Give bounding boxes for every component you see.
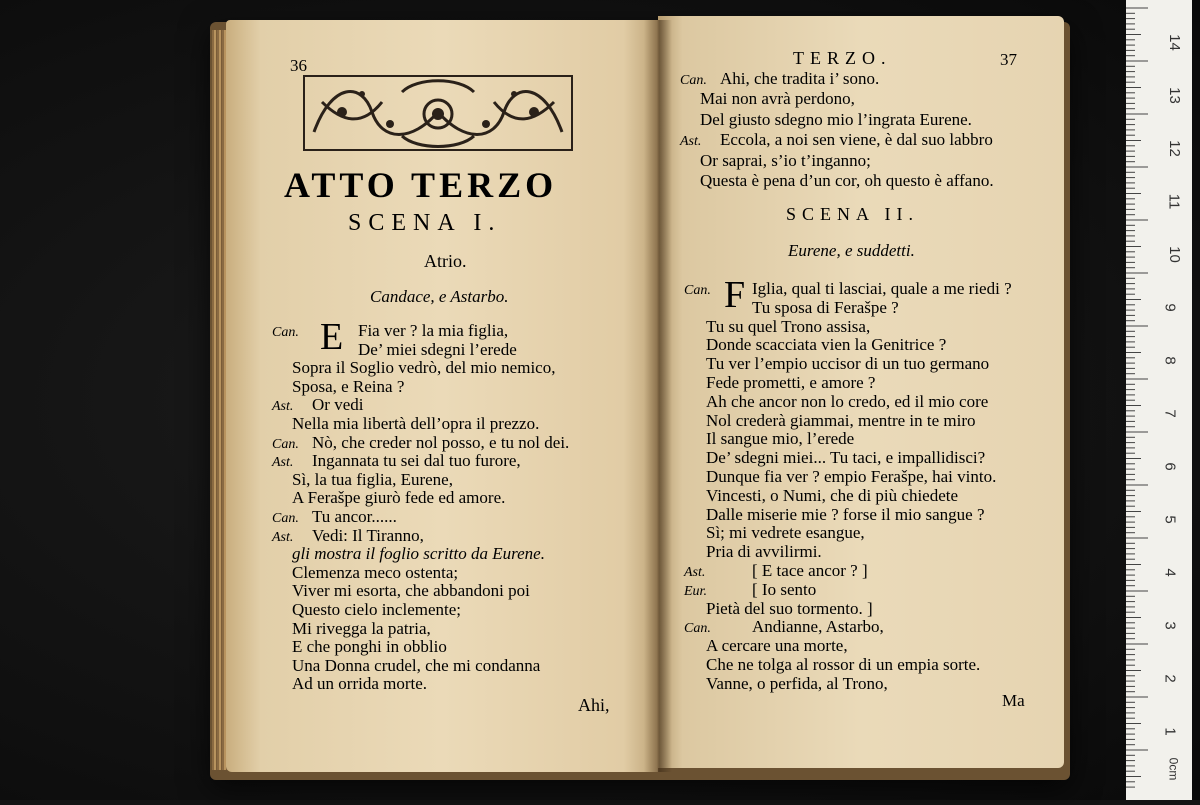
ruler-number: 13: [1165, 87, 1183, 104]
drop-cap: E: [320, 316, 344, 358]
ruler-number: 10: [1165, 246, 1183, 263]
verse-line: Tu sposa di Ferašpe ?: [752, 297, 899, 317]
verse-line: Pietà del suo tormento. ]: [706, 598, 873, 618]
speaker-label: Can.: [272, 436, 299, 452]
verse-line: Sposa, e Reina ?: [292, 376, 405, 396]
catchword-2: Ma: [1002, 691, 1025, 710]
verse-line: Una Donna crudel, che mi condanna: [292, 655, 541, 675]
verse-line: A Ferašpe giurò fede ed amore.: [292, 488, 506, 508]
right-page-number: 37: [1000, 50, 1017, 69]
verse-line: Vanne, o perfida, al Trono,: [706, 673, 888, 693]
speaker-label: Can.: [684, 283, 711, 298]
verse-line: [ E tace ancor ? ]: [752, 561, 868, 580]
verse-line: Vedi: Il Tiranno,: [312, 525, 424, 545]
speaker-label: Can.: [684, 621, 711, 637]
verse-line: [ Io sento: [752, 579, 817, 599]
verse-line: Ingannata tu sei dal tuo furore,: [312, 451, 521, 471]
ornament-headpiece: [302, 72, 574, 154]
verse-line: Fede prometti, e amore ?: [706, 373, 876, 392]
ruler-number: 11: [1165, 193, 1183, 210]
verse-line: Clemenza meco ostenta;: [292, 562, 459, 582]
ruler-number: 5: [1161, 515, 1179, 524]
verse-line: Dunque fia ver ? empio Ferašpe, hai vinto.: [706, 467, 997, 486]
verse-line: Nol crederà giammai, mentre in te miro: [706, 410, 976, 430]
verse-line: Tu su quel Trono assisa,: [706, 316, 871, 336]
speaker-label: Can.: [272, 325, 299, 340]
ruler-number: 14: [1165, 34, 1183, 51]
speaker-label: Can.: [272, 511, 299, 526]
ruler-number: 12: [1165, 140, 1183, 157]
verse-line: Questo cielo inclemente;: [292, 600, 461, 619]
verse-line: Donde scacciata vien la Genitrice ?: [706, 335, 947, 355]
ruler-number: 8: [1161, 356, 1179, 365]
verse-line: Tu ver l’empio uccisor di un tuo germano: [706, 354, 990, 374]
verse-line: gli mostra il foglio scritto da Eurene.: [292, 544, 545, 564]
speaker-label: Ast.: [684, 565, 706, 580]
verse-line: Sì, la tua figlia, Eurene,: [292, 469, 453, 489]
verse-line: Sì; mi vedrete esangue,: [706, 523, 865, 543]
ruler-number: 2: [1161, 674, 1179, 683]
verse-line: Che ne tolga al rossor di un empia sorte.: [706, 655, 981, 674]
drop-cap: F: [724, 274, 746, 316]
verse-line: Vincesti, o Numi, che di più chiedete: [706, 485, 959, 505]
ruler-number: 3: [1161, 621, 1179, 630]
verse-line: Mai non avrà perdono,: [700, 89, 855, 109]
ruler-number: 7: [1161, 409, 1179, 418]
verse-line: Or saprai, s’io t’inganno;: [700, 150, 871, 170]
verse-line: Mi rivegga la patria,: [292, 618, 431, 638]
characters-2: Eurene, e suddetti.: [788, 241, 915, 260]
verse-line: Questa è pena d’un cor, oh questo è affano.: [700, 171, 994, 190]
setting: Atrio.: [424, 251, 467, 271]
speaker-label: Ast.: [272, 455, 294, 471]
ruler-number: 6: [1161, 462, 1179, 471]
ruler-number: 9: [1161, 303, 1179, 312]
verse-line: De’ sdegni miei... Tu taci, e impallidisci?: [706, 448, 986, 468]
left-page-number: 36: [290, 56, 307, 75]
verse-line: Del giusto sdegno mio l’ingrata Eurene.: [700, 109, 972, 129]
speaker-label: Eur.: [684, 583, 707, 599]
verse-line: Sopra il Soglio vedrò, del mio nemico,: [292, 358, 556, 378]
act-title: ATTO TERZO: [284, 165, 558, 205]
verse-line: Eccola, a noi sen viene, è dal suo labbro: [720, 130, 993, 150]
verse-line: Ahi, che tradita i’ sono.: [720, 69, 880, 88]
verse-line: Nella mia libertà dell’opra il prezzo.: [292, 414, 540, 433]
scale-ruler: [1126, 0, 1192, 800]
ruler-unit: 0cm: [1166, 757, 1181, 781]
verse-line: Tu ancor......: [312, 507, 397, 526]
verse-line: Il sangue mio, l’erede: [706, 429, 855, 449]
catchword: Ahi,: [578, 695, 610, 715]
verse-line: Ad un orrida morte.: [292, 674, 428, 694]
verse-line: Or vedi: [312, 395, 364, 415]
verse-line: A cercare una morte,: [706, 636, 848, 656]
ruler-ticks: [1126, 0, 1192, 800]
scene-title-2: SCENA II.: [786, 204, 920, 224]
verse-line: Nò, che creder nol posso, e tu nol dei.: [312, 432, 570, 452]
verse-line: Dalle miserie mie ? forse il mio sangue ?: [706, 504, 985, 524]
verse-line: Ah che ancor non lo credo, ed il mio core: [706, 391, 989, 411]
ruler-number: 1: [1161, 727, 1179, 736]
verse-line: Iglia, qual ti lasciai, quale a me riedi ?: [752, 279, 1012, 298]
verse-line: Fia ver ? la mia figlia,: [358, 321, 509, 340]
verse-line: Viver mi esorta, che abbandoni poi: [292, 581, 530, 601]
book-gutter: [644, 20, 672, 772]
running-head: TERZO.: [793, 48, 892, 68]
verse-line: De’ miei sdegni l’erede: [358, 339, 517, 359]
verse-line: Pria di avvilirmi.: [706, 542, 822, 562]
speaker-label: Ast.: [680, 134, 702, 150]
verse-line: Andianne, Astarbo,: [752, 617, 884, 637]
scene-title: SCENA I.: [348, 210, 502, 236]
speaker-label: Ast.: [272, 399, 294, 415]
verse-line: E che ponghi in obblio: [292, 637, 447, 657]
ruler-number: 4: [1161, 568, 1179, 577]
speaker-label: Can.: [680, 73, 707, 88]
characters: Candace, e Astarbo.: [370, 287, 509, 306]
speaker-label: Ast.: [272, 529, 294, 545]
